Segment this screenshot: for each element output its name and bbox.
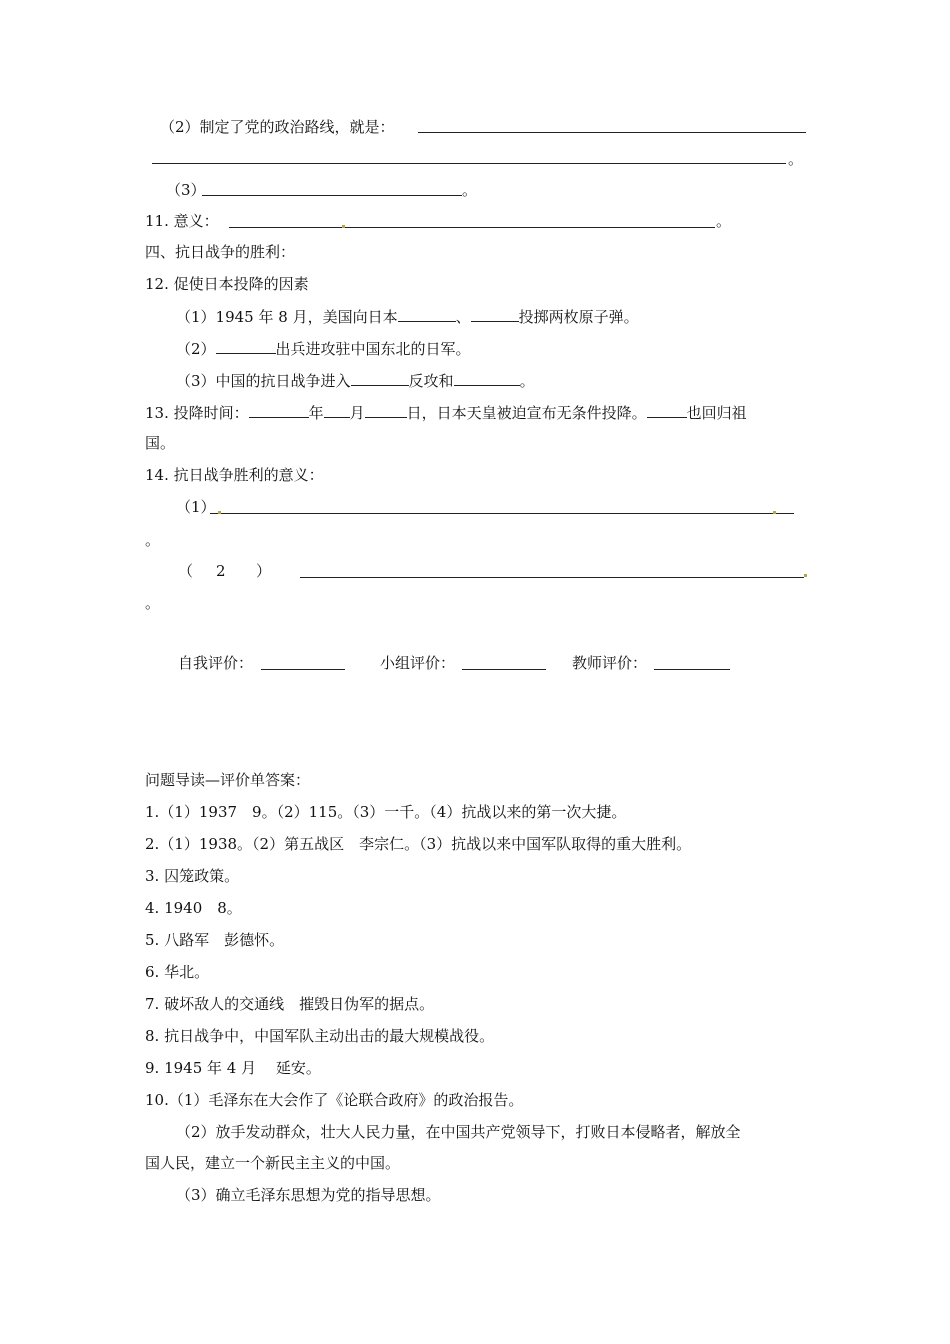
q12-2-line (176, 338, 471, 358)
q10-2-answer-blank[interactable] (418, 132, 806, 133)
q14-1-end: 。 (145, 531, 161, 549)
q10-2-label: （2）制定了党的政治路线，就是： (160, 118, 395, 136)
q14-2-num: 2 (216, 562, 226, 580)
answer-10-1: 10.（1）毛泽东在大会作了《论联合政府》的政治报告。 (145, 1091, 524, 1109)
q12-1-blank-city1[interactable] (398, 306, 456, 322)
q10-2-line (160, 117, 395, 137)
answer-10-3: （3）确立毛泽东思想为党的指导思想。 (176, 1186, 441, 1204)
q12-2-text-b: 出兵进攻驻中国东北的日军。 (275, 340, 471, 358)
q12-2-text-a: （2） (176, 340, 216, 358)
q14-2-open: （ (178, 562, 194, 580)
q13-text-c: 国。 (145, 434, 176, 452)
eval-self-label: 自我评价： (178, 654, 254, 672)
answers-title: 问题导读—评价单答案： (145, 771, 311, 789)
q14-2-answer-blank[interactable] (300, 577, 804, 578)
q12-1-text-a: （1）1945 年 8 月，美国向日本 (176, 308, 398, 326)
q14-1-label: （1） (176, 498, 216, 516)
q12-3-text-a: （3）中国的抗日战争进入 (176, 372, 351, 390)
marker-dot (342, 225, 345, 228)
answer-2: 2.（1）1938。（2）第五战区 李宗仁。（3）抗战以来中国军队取得的重大胜利。 (145, 835, 692, 853)
q10-3-answer-blank[interactable] (202, 195, 462, 196)
q14-title: 14. 抗日战争胜利的意义： (145, 466, 324, 484)
q12-2-blank-country[interactable] (216, 338, 276, 354)
q13-blank-day[interactable] (365, 402, 407, 418)
marker-dot (773, 511, 776, 514)
answer-1: 1.（1）1937 9。（2）115。（3）一千。（4）抗战以来的第一次大捷。 (145, 803, 627, 821)
q12-3-line (176, 370, 535, 390)
marker-dot (218, 511, 221, 514)
q11-label: 11. 意义： (145, 212, 219, 230)
eval-teacher-blank[interactable] (654, 669, 730, 670)
q13-year: 年 (308, 404, 324, 422)
section-heading-victory: 四、抗日战争的胜利： (145, 243, 296, 261)
q12-1-text-b: 投掷两枚原子弹。 (518, 308, 639, 326)
q10-2-answer-blank-cont[interactable] (152, 163, 786, 164)
answer-3: 3. 囚笼政策。 (145, 867, 240, 885)
q10-2-end: 。 (788, 150, 804, 168)
answer-6: 6. 华北。 (145, 963, 210, 981)
answer-5: 5. 八路军 彭德怀。 (145, 931, 285, 949)
q13-day: 日，日本天皇被迫宣布无条件投降。 (406, 404, 647, 422)
answer-7: 7. 破坏敌人的交通线 摧毁日伪军的据点。 (145, 995, 435, 1013)
answer-10-2a: （2）放手发动群众，壮大人民力量，在中国共产党领导下，打败日本侵略者，解放全 (176, 1123, 741, 1141)
q13-text-a: 13. 投降时间： (145, 404, 249, 422)
q12-1-line (176, 306, 639, 326)
q10-3-label: （3） (166, 181, 206, 199)
q11-answer-blank[interactable] (229, 227, 715, 228)
eval-group-blank[interactable] (462, 669, 546, 670)
q14-2-close: ） (256, 562, 272, 580)
answer-4: 4. 1940 8。 (145, 899, 242, 917)
eval-group-label: 小组评价： (380, 654, 456, 672)
marker-dot (804, 574, 807, 577)
q11-end: 。 (716, 212, 732, 230)
eval-self-blank[interactable] (261, 669, 345, 670)
q12-3-blank-stage2[interactable] (454, 370, 520, 386)
q12-3-blank-stage[interactable] (351, 370, 409, 386)
q14-2-end: 。 (145, 594, 161, 612)
q14-1-answer-blank[interactable] (210, 513, 794, 514)
q12-1-sep: 、 (455, 308, 471, 326)
q13-text-b: 也回归祖 (686, 404, 747, 422)
q12-3-end: 。 (519, 372, 535, 390)
answer-8: 8. 抗日战争中，中国军队主动出击的最大规模战役。 (145, 1027, 495, 1045)
q12-3-text-b: 反攻和 (408, 372, 454, 390)
answer-10-2b: 国人民，建立一个新民主主义的中国。 (145, 1154, 401, 1172)
q13-blank-region[interactable] (647, 402, 687, 418)
q13-blank-year[interactable] (249, 402, 309, 418)
answer-9: 9. 1945 年 4 月 延安。 (145, 1059, 321, 1077)
q12-1-blank-city2[interactable] (471, 306, 519, 322)
q13-blank-month[interactable] (324, 402, 350, 418)
q13-month: 月 (349, 404, 365, 422)
q13-line (145, 402, 747, 422)
eval-teacher-label: 教师评价： (572, 654, 648, 672)
q12-title: 12. 促使日本投降的因素 (145, 275, 309, 293)
q10-3-end: 。 (462, 181, 478, 199)
